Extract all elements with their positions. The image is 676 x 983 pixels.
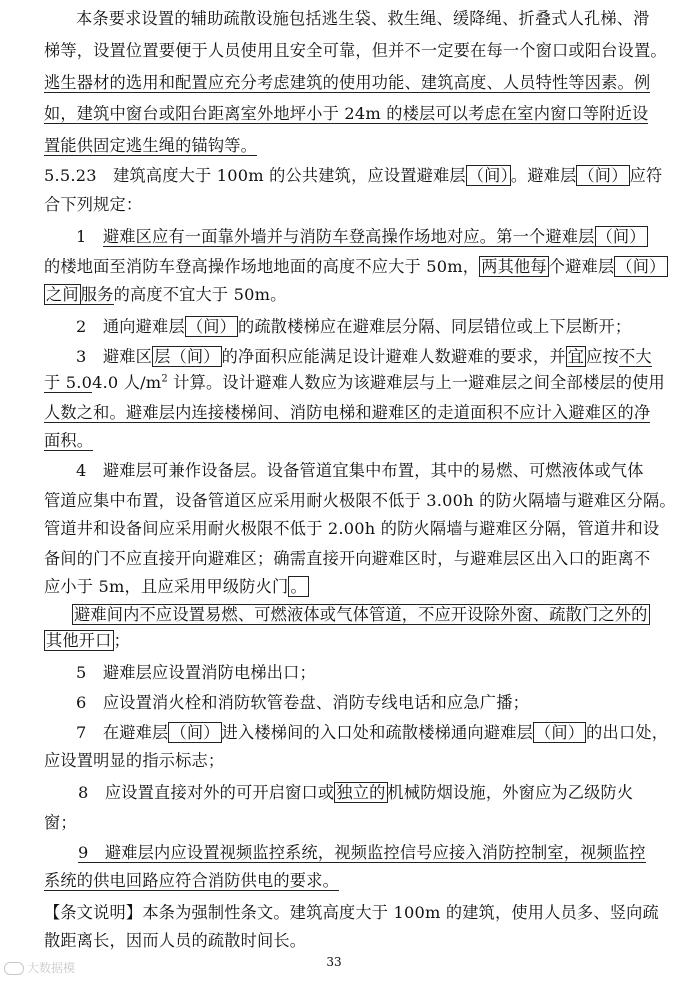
list-item: [78, 842, 646, 864]
text-line: [44, 135, 634, 157]
text-line: [44, 72, 651, 94]
boxed-revision: 。: [290, 577, 307, 596]
underlined-text: 置能供固定逃生绳的锚钩等。: [44, 136, 258, 155]
clause-heading: 5.5.23 建筑高度大于 100m 的公共建筑，应设置避难层 （间） 。避难层 （间） 应符: [44, 166, 663, 185]
boxed-revision: （间）: [170, 723, 220, 742]
boxed-revision: （间）: [186, 317, 236, 336]
text-line: 备间的门不应直接开向避难区；确需直接开向避难区时，与避难层区出入口的距离不: [44, 549, 651, 568]
boxed-revision: （间）: [616, 257, 666, 276]
list-item: 8 应设置直接对外的可开启窗口或 独立的 机械防烟设施，外窗应为乙级防火: [78, 783, 634, 802]
text-line: 的楼地面至消防车登高操作场地地面的高度不应大于 50m， 两其他每 个避难层 （间）: [44, 257, 666, 276]
text-line: 人数之和。避难层内连接楼梯间、消防电梯和避难区的走道面积不应计入避难区的净: [44, 403, 651, 422]
text-line: 管道应集中布置，设备管道区应采用耐火极限不低于 3.00h 的防火隔墙与避难区分隔。: [44, 491, 676, 510]
text-line: 应设置明显的指示标志；: [44, 751, 225, 770]
boxed-revision: 两其他每: [481, 257, 547, 276]
list-item: 7 在避难层 （间） 进入楼梯间的入口处和疏散楼梯通向避难层 （间） 的出口处，: [76, 723, 669, 742]
boxed-revision: （间）: [578, 166, 628, 185]
text-line: 系统的供电回路应符合消防供电的要求。: [44, 871, 339, 890]
boxed-revision: 独立的: [336, 783, 386, 802]
page-number: 33: [326, 955, 342, 969]
text-line: 散距离长，因而人员的疏散时间长。: [44, 931, 307, 950]
boxed-revision: （间）: [535, 723, 585, 742]
list-item: 4 避难层可兼作设备层。设备管道宜集中布置，其中的易燃、可燃液体或气体: [76, 461, 644, 480]
text-line: 本条要求设置的辅助疏散设施包括逃生袋、救生绳、缓降绳、折叠式人孔梯、滑: [76, 9, 650, 28]
list-item: 3 避难区 层（间） 的净面积应能满足设计避难人数避难的要求，并 宜 应按不大: [76, 347, 652, 366]
boxed-revision: 避难间内不应设置易燃、可燃液体或气体管道，不应开设除外窗、疏散门之外的: [74, 605, 648, 624]
list-item: 6 应设置消火栓和消防软管卷盘、消防专线电话和应急广播；: [76, 693, 529, 712]
boxed-revision: 其他开口: [46, 631, 112, 650]
text-line: 管道井和设备间应采用耐火极限不低于 2.00h 的防火隔墙与避难区分隔，管道井和设: [44, 519, 660, 538]
underlined-text: 如，建筑中窗台或阳台距离室外地坪小于 24m 的楼层可以考虑在室内窗口等附近设: [44, 104, 649, 123]
watermark: 大数据模: [4, 959, 75, 976]
boxed-revision: （间）: [467, 166, 509, 185]
text-line: 窗；: [44, 813, 77, 832]
clause-note: 【条文说明】本条为强制性条文。建筑高度大于 100m 的建筑，使用人员多、竖向疏: [44, 903, 659, 922]
inserted-text: [72, 604, 648, 626]
text-line: 合下列规定：: [44, 195, 143, 214]
text-line: 梯等，设置位置要便于人员使用且安全可靠，但并不一定要在每一个窗口或阳台设置。: [44, 41, 667, 60]
list-item: 1 避难区应有一面靠外墙并与消防车登高操作场地对应。第一个避难层 （间）: [76, 227, 646, 246]
list-item: 2 通向避难层 （间） 的疏散楼梯应在避难层分隔、同层错位或上下层断开；: [76, 317, 632, 336]
text-line: 面积。: [44, 431, 94, 450]
boxed-revision: 层（间）: [154, 347, 220, 366]
watermark-logo-icon: [4, 962, 24, 975]
underlined-text: 逃生器材的选用和配置应充分考虑建筑的使用功能、建筑高度、人员特性等因素。例: [44, 73, 651, 92]
boxed-revision: 宜: [567, 347, 585, 366]
boxed-revision: 之间: [46, 285, 79, 304]
list-item: 5 避难层应设置消防电梯出口；: [76, 663, 316, 682]
text-line: 之间 服务的高度不宜大于 50m。: [46, 285, 287, 304]
text-line: 应小于 5m，且应采用甲级防火门 。: [44, 577, 307, 596]
text-line: [44, 103, 649, 125]
text-line: 于 5.04.0 人$/m^2$ 计算。设计避难人数应为该避难层与上一避难层之间全部楼层的使用: [44, 373, 665, 392]
boxed-revision: （间）: [596, 227, 646, 246]
underlined-text: 9 避难层内应设置视频监控系统，视频监控信号应接入消防控制室，视频监控: [78, 843, 646, 862]
text-line: 其他开口 ；: [46, 631, 130, 650]
